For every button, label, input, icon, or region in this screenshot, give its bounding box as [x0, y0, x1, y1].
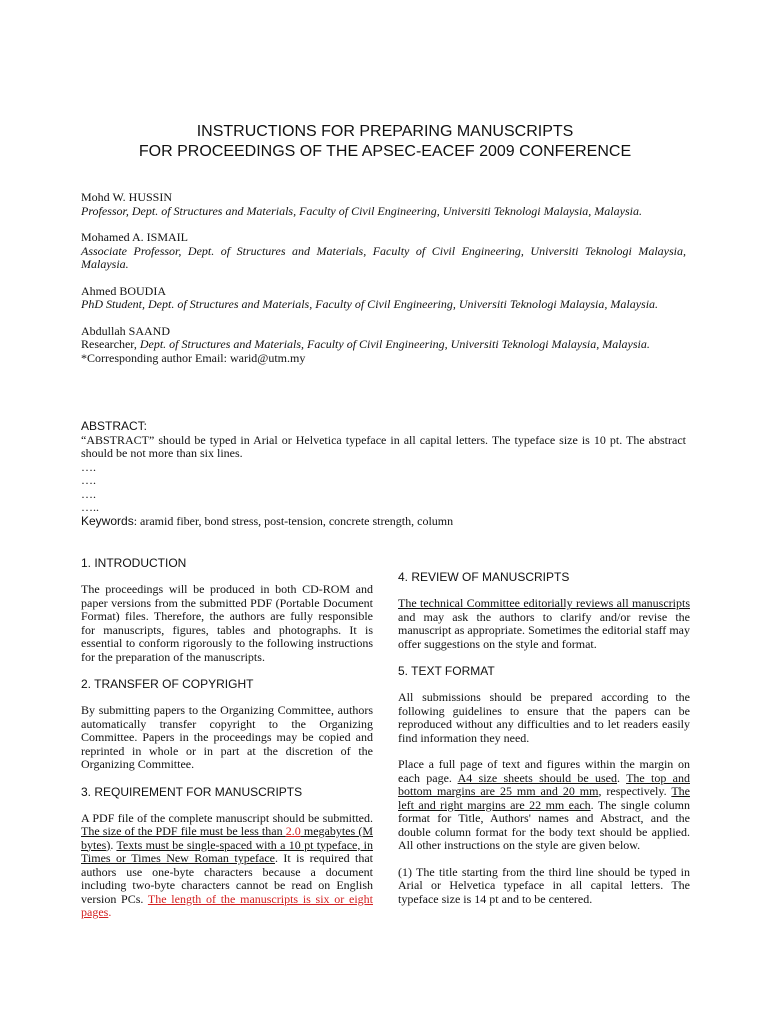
- text-run: . The single column format for Title, Authors' names and Abstract, and the double column format for the body text should be applied. All other instructions on the style are given below.: [398, 797, 690, 852]
- text-run: A PDF file of the complete manuscript should be submitted.: [81, 810, 373, 825]
- underlined-text: Texts must be single-spaced with a 10 pt typeface, in Times or Times New Roman typeface: [81, 837, 373, 865]
- abstract-heading: ABSTRACT:: [81, 419, 148, 433]
- text-run: , respectively.: [598, 784, 672, 798]
- author-block: [81, 231, 686, 272]
- abstract-ellipsis: ….: [81, 459, 96, 474]
- text-format-paragraph-1: All submissions should be prepared according to the following guidelines to ensure that the papers can be reproduced without any difficulties and to let readers easily find information they need.: [398, 690, 690, 745]
- author-name: Mohamed A. ISMAIL: [81, 230, 188, 244]
- highlighted-text: The length of the manuscripts is six or eight pages: [81, 891, 373, 919]
- section-heading-text-format: 5. TEXT FORMAT: [398, 664, 495, 678]
- underlined-text: The technical Committee editorially reviews all manuscripts: [398, 596, 690, 610]
- author-affiliation: PhD Student, Dept. of Structures and Materials, Faculty of Civil Engineering, Universiti Teknologi Malaysia, Malaysia.: [81, 297, 659, 311]
- author-affiliation: Dept. of Structures and Materials, Faculty of Civil Engineering, Universiti Teknologi Malaysia, Malaysia.: [139, 337, 650, 351]
- abstract-ellipsis: ….: [81, 486, 96, 501]
- underlined-text: megabytes (M bytes): [81, 824, 374, 852]
- author-list: [81, 191, 686, 378]
- left-column: [81, 556, 373, 933]
- underlined-text: A4 size sheets should be used: [457, 770, 617, 785]
- abstract-ellipsis: ….: [81, 473, 96, 487]
- author-affiliation-block: [81, 338, 686, 352]
- introduction-text: The proceedings will be produced in both CD-ROM and paper versions from the submitted PDF (Portable Document Format) files. Therefore, the authors are fully responsible for manuscripts, figures, tables and photographs. It is essential to conform rigorously to the following instructions for the preparation of the manuscripts.: [81, 582, 373, 664]
- text-format-paragraph-3: (1) The title starting from the third line should be typed in Arial or Helvetica typeface in all capital letters. The typeface size is 14 pt and to be centered.: [398, 864, 690, 906]
- author-block: [81, 285, 686, 312]
- author-name: Ahmed BOUDIA: [81, 283, 166, 298]
- author-block: [81, 191, 686, 218]
- keywords-text: : aramid fiber, bond stress, post-tension, concrete strength, column: [133, 513, 454, 528]
- abstract-ellipsis: …..: [81, 500, 99, 514]
- text-run: Place a full page of text and figures within the margin on each page.: [398, 757, 690, 785]
- underlined-text: The top and bottom margins are 25 mm and 20 mm: [398, 770, 690, 798]
- text-run: . It is required that authors use one-byte characters because a document including two-byte characters cannot be read on English version PCs.: [81, 851, 373, 906]
- right-column: [398, 570, 690, 919]
- author-email: *Corresponding author Email: warid@utm.my: [81, 350, 306, 365]
- section-heading-review: 4. REVIEW OF MANUSCRIPTS: [398, 570, 570, 584]
- author-name: Mohd W. HUSSIN: [81, 190, 173, 204]
- review-text: [398, 597, 690, 651]
- keywords-line: [81, 515, 686, 529]
- section-heading-requirement: 3. REQUIREMENT FOR MANUSCRIPTS: [81, 784, 303, 799]
- text-run: and may ask the authors to clarify and/or revise the manuscript as appropriate. Sometimes the editorial staff may offer suggestions on the style and format.: [398, 609, 690, 651]
- author-affiliation: Professor, Dept. of Structures and Materials, Faculty of Civil Engineering, Universiti Teknologi Malaysia, Malaysia.: [81, 203, 642, 218]
- copyright-text: By submitting papers to the Organizing Committee, authors automatically transfer copyright to the Organizing Committee. Papers in the proceedings may be copied and reprinted in whole or in part at the discretion of the Organizing Committee.: [81, 703, 373, 771]
- section-heading-introduction: 1. INTRODUCTION: [81, 556, 187, 570]
- title-line-2: FOR PROCEEDINGS OF THE APSEC-EACEF 2009 CONFERENCE: [138, 143, 632, 160]
- author-role: Researcher,: [81, 337, 140, 351]
- text-format-paragraph-2: [398, 758, 690, 853]
- text-run: .: [108, 905, 112, 919]
- text-run: .: [110, 837, 117, 852]
- author-affiliation: Associate Professor, Dept. of Structures and Materials, Faculty of Civil Engineering, Universiti Teknologi Malaysia, Malaysia.: [81, 243, 686, 271]
- underlined-text: The size of the PDF file must be less than: [81, 824, 286, 838]
- highlighted-text: 2.0: [285, 824, 301, 838]
- author-block: [81, 325, 686, 366]
- title-line-1: INSTRUCTIONS FOR PREPARING MANUSCRIPTS: [196, 123, 574, 140]
- underlined-text: The left and right margins are 22 mm each: [398, 784, 690, 812]
- abstract-text: “ABSTRACT” should be typed in Arial or Helvetica typeface in all capital letters. The typeface size is 10 pt. The abstract should be not more than six lines.: [81, 432, 686, 460]
- paper-title: [60, 122, 710, 162]
- requirement-text: [81, 812, 373, 920]
- author-name: Abdullah SAAND: [81, 323, 170, 338]
- abstract-section: [81, 420, 686, 528]
- section-heading-copyright: 2. TRANSFER OF COPYRIGHT: [81, 677, 254, 691]
- keywords-label: Keywords: [81, 513, 134, 528]
- text-run: .: [617, 770, 627, 785]
